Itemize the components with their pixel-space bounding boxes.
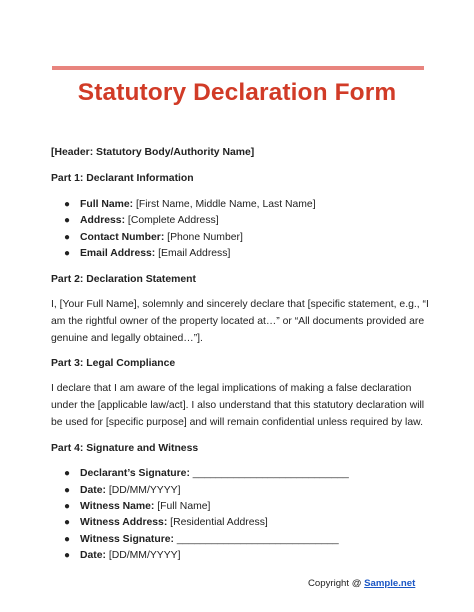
bullet-icon: ●	[64, 215, 71, 226]
item-label: Address:	[80, 215, 126, 226]
item-label: Witness Signature:	[80, 534, 175, 545]
list-item-witness-name	[80, 500, 210, 514]
bullet-icon: ●	[64, 485, 71, 496]
item-label: Witness Name:	[80, 501, 155, 512]
bullet-icon: ●	[64, 550, 71, 561]
list-item-contact-number	[80, 231, 243, 245]
item-value: [DD/MM/YYYY]	[105, 485, 181, 496]
list-item-date	[80, 549, 180, 563]
bullet-icon: ●	[64, 199, 71, 210]
list-item-date	[80, 484, 180, 498]
header-line: [Header: Statutory Body/Authority Name]	[51, 147, 255, 158]
item-value: ____________________________	[174, 534, 339, 545]
sample-net-link[interactable]: Sample.net	[364, 578, 416, 589]
list-item-witness-address	[80, 516, 268, 530]
item-label: Email Address:	[80, 248, 156, 259]
part3-paragraph: I declare that I am aware of the legal implications of making a false declaration under the [applicable law/act]. I also understand that this statutory declaration will be used for [specific purpose] and will remain confidential unless required by law.	[51, 383, 425, 428]
list-item-address	[80, 214, 219, 228]
bullet-icon: ●	[64, 534, 71, 545]
item-value: [DD/MM/YYYY]	[105, 550, 181, 561]
part4-heading: Part 4: Signature and Witness	[51, 443, 199, 454]
item-label: Date:	[80, 485, 106, 496]
part1-heading: Part 1: Declarant Information	[51, 173, 194, 184]
part2-paragraph: I, [Your Full Name], solemnly and sincerely declare that [specific statement, e.g., “I am the rightful owner of the property located at…” or “All documents provided are genuine and legally obtained…”].	[51, 299, 429, 344]
item-value: [First Name, Middle Name, Last Name]	[133, 199, 316, 210]
item-value: [Full Name]	[154, 501, 211, 512]
item-label: Contact Number:	[80, 232, 165, 243]
item-value: [Phone Number]	[164, 232, 243, 243]
item-value: [Residential Address]	[167, 517, 268, 528]
item-label: Date:	[80, 550, 106, 561]
item-value: [Complete Address]	[125, 215, 219, 226]
bullet-icon: ●	[64, 232, 71, 243]
bullet-icon: ●	[64, 468, 71, 479]
list-item-email	[80, 247, 230, 261]
item-label: Declarant’s Signature:	[80, 468, 190, 479]
item-label: Full Name:	[80, 199, 134, 210]
part2-heading: Part 2: Declaration Statement	[51, 274, 196, 285]
item-value: [Email Address]	[155, 248, 231, 259]
list-item-declarant-signature	[80, 467, 349, 481]
bullet-icon: ●	[64, 517, 71, 528]
list-item-witness-signature	[80, 533, 339, 547]
part3-heading: Part 3: Legal Compliance	[51, 358, 176, 369]
top-divider	[52, 66, 424, 70]
page-title: Statutory Declaration Form	[77, 79, 397, 106]
item-label: Witness Address:	[80, 517, 168, 528]
footer-copyright	[308, 578, 415, 589]
copyright-text: Copyright @	[308, 578, 365, 589]
list-item-full-name	[80, 198, 316, 212]
item-value: ___________________________	[189, 468, 349, 479]
bullet-icon: ●	[64, 248, 71, 259]
bullet-icon: ●	[64, 501, 71, 512]
